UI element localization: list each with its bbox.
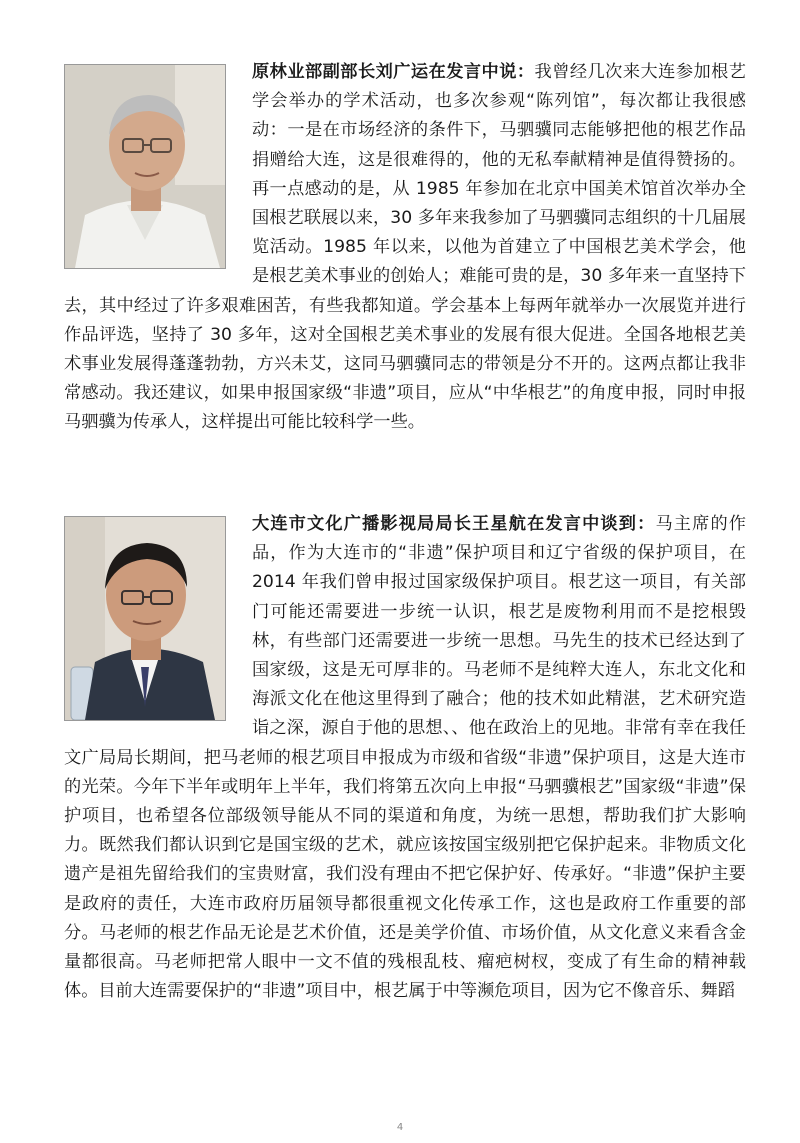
speech-body-1: 我曾经几次来大连参加根艺学会举办的学术活动，也多次参观“陈列馆”，每次都让我很感动：一是在市场经济的条件下，马驷骥同志能够把他的根艺作品捐赠给大连，这是很难得的，他的无私奉献精神是值得赞扬的。再一点感动的是，从 1985 年参加在北京中国美术馆首次举办全国根艺联展以来，30 多年来我参加了马驷骥同志组织的十几届展览活动。1985 年以来，以他为首建立了中国根艺美术学会，他是根艺美术事业的创始人；难能可贵的是，30 多年来一直坚持下去，其中经过了许多艰难困苦，有些我都知道。学会基本上每两年就举办一次展览并进行作品评选，坚持了 30 多年，这对全国根艺美术事业的发展有很大促进。全国各地根艺美术事业发展得蓬蓬勃勃，方兴未艾，这同马驷骥同志的带领是分不开的。这两点都让我非常感动。我还建议，如果申报国家级“非遗”项目，应从“中华根艺”的角度申报，同时申报马驷骥为传承人，这样提出可能比较科学一些。	[64, 62, 746, 433]
speech-body-2: 马主席的作品，作为大连市的“非遗”保护项目和辽宁省级的保护项目，在 2014 年我们曾申报过国家级保护项目。根艺这一项目，有关部门可能还需要进一步统一认识，根艺是废物利用而不是挖根毁林，有些部门还需要进一步统一思想。马先生的技术已经达到了国家级，这是无可厚非的。马老师不是纯粹大连人，东北文化和海派文化在他这里得到了融合；他的技术如此精湛，艺术研究造诣之深，源自于他的思想、、他在政治上的见地。非常有幸在我任文广局局长期间，把马老师的根艺项目申报成为市级和省级“非遗”保护项目，这是大连市的光荣。今年下半年或明年上半年，我们将第五次向上申报“马驷骥根艺”国家级“非遗”保护项目，也希望各位部级领导能从不同的渠道和角度，为统一思想，帮助我们扩大影响力。既然我们都认识到它是国宝级的艺术，就应该按国宝级别把它保护起来。非物质文化遗产是祖先留给我们的宝贵财富，我们没有理由不把它保护好、传承好。“非遗”保护主要是政府的责任，大连市政府历届领导都很重视文化传承工作，这也是政府工作重要的部分。马老师的根艺作品无论是艺术价值，还是美学价值、市场价值，从文化意义来看含金量都很高。马老师把常人眼中一文不值的残根乱枝、瘤疤树杈，变成了有生命的精神载体。目前大连需要保护的“非遗”项目中，根艺属于中等濒危项目，因为它不像音乐、舞蹈	[64, 514, 746, 1002]
speech-paragraph-2	[64, 510, 746, 1006]
speech-paragraph-1	[64, 58, 746, 438]
page-number: 4	[396, 1122, 404, 1133]
speaker-title-2: 大连市文化广播影视局局长王星航在发言中谈到：	[252, 514, 656, 534]
speaker-title-1: 原林业部副部长刘广运在发言中说：	[252, 62, 535, 82]
